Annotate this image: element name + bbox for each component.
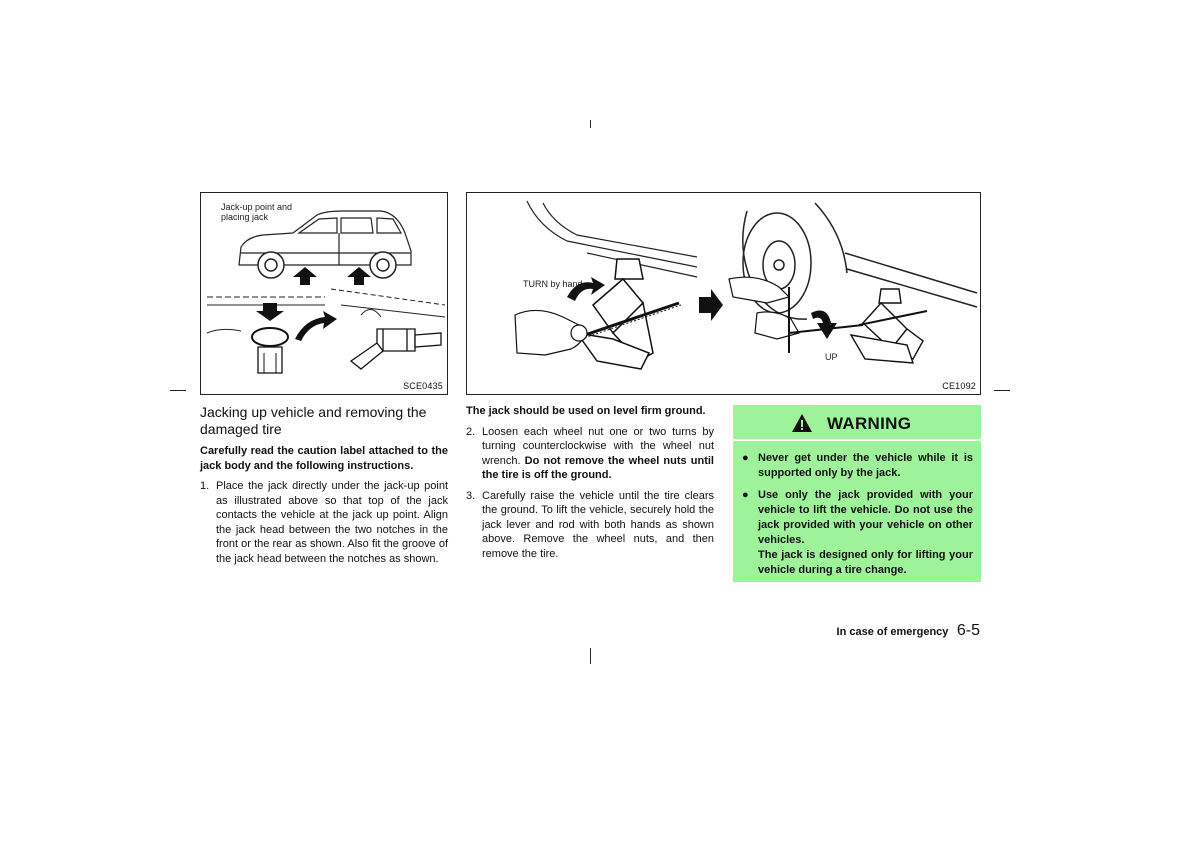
warning-item-1 (741, 451, 973, 481)
step-1 (200, 479, 448, 566)
left-text-column (200, 404, 448, 572)
figure-code-right: CE1092 (942, 381, 976, 391)
scissor-jack-icon (577, 259, 681, 369)
footer-section-name: In case of emergency (836, 626, 949, 638)
rotate-arrow-icon (811, 311, 837, 339)
down-arrow-icon (256, 303, 284, 321)
step-number: 2. (466, 425, 476, 438)
step-text: Carefully raise the vehicle until the tire clears the ground. To lift the vehicle, securely hold the jack lever and rod with both hands as shown above. Remove the wheel nuts, and then remove the tire. (482, 489, 714, 560)
warning-item-text: Use only the jack provided with your vehicle to lift the vehicle. Do not use the jack provided with your vehicle on other vehicles. (758, 489, 973, 546)
right-arrow-icon (699, 289, 723, 321)
warning-item-text: Never get under the vehicle while it is supported only by the jack. (758, 452, 973, 479)
warning-box (733, 405, 981, 582)
page-footer (760, 622, 980, 640)
crop-mark-bottom (590, 648, 591, 664)
crop-mark-right (994, 390, 1010, 391)
steps-list-middle (466, 425, 714, 562)
step-2 (466, 425, 714, 483)
hands-on-rod-icon (729, 277, 863, 353)
up-label: UP (825, 352, 838, 362)
level-ground-note: The jack should be used on level firm ground. (466, 405, 706, 417)
warning-list (741, 451, 973, 578)
step-3 (466, 489, 714, 562)
up-arrow-icon (293, 267, 371, 285)
step-number: 3. (466, 489, 476, 502)
figure-raising-vehicle (466, 192, 981, 395)
warning-triangle-icon (791, 413, 813, 433)
step-bold-text: Do not remove the wheel nuts until the tire is off the ground. (482, 454, 714, 481)
step-number: 1. (200, 480, 210, 492)
figure-jack-up-point (200, 192, 448, 395)
jack-detail-icon (351, 329, 441, 369)
bullet-icon: ● (742, 489, 749, 501)
bullet-icon: ● (742, 452, 749, 464)
middle-text-column (466, 404, 714, 567)
caution-text: Carefully read the caution label attached to the jack body and the following instructions. (200, 445, 448, 472)
step-text: Place the jack directly under the jack-up point as illustrated above so that top of the jack contacts the vehicle at the jack up point. Align the jack head between the two notches in the front or the rear as shown. Also fit the groove of the jack head between the notches as shown. (216, 480, 448, 565)
car-and-jack-illustration (201, 193, 448, 395)
hand-icon (515, 310, 587, 355)
crop-mark-top (590, 120, 591, 128)
turn-by-hand-label: TURN by hand (523, 279, 583, 289)
jack-operation-illustration (467, 193, 981, 395)
warning-item-text-extra: The jack is designed only for lifting your vehicle during a tire change. (758, 549, 973, 576)
section-title: Jacking up vehicle and removing the damaged tire (200, 404, 427, 437)
figure-code-left: SCE0435 (403, 381, 443, 391)
page-number: 6-5 (956, 622, 980, 639)
warning-header (733, 405, 981, 441)
steps-list-left (200, 479, 448, 566)
warning-title: WARNING (827, 414, 912, 433)
warning-item-2 (741, 488, 973, 578)
crop-mark-left (170, 390, 186, 391)
jack-head-icon (252, 328, 288, 373)
curved-arrow-icon (295, 311, 337, 341)
figure-label-jack-up-point: Jack-up point and placing jack (221, 202, 293, 222)
tire-icon (743, 203, 977, 319)
step-text: Loosen each wheel nut one or two turns by turning counterclockwise with the wheel nut wrench. (482, 425, 714, 467)
